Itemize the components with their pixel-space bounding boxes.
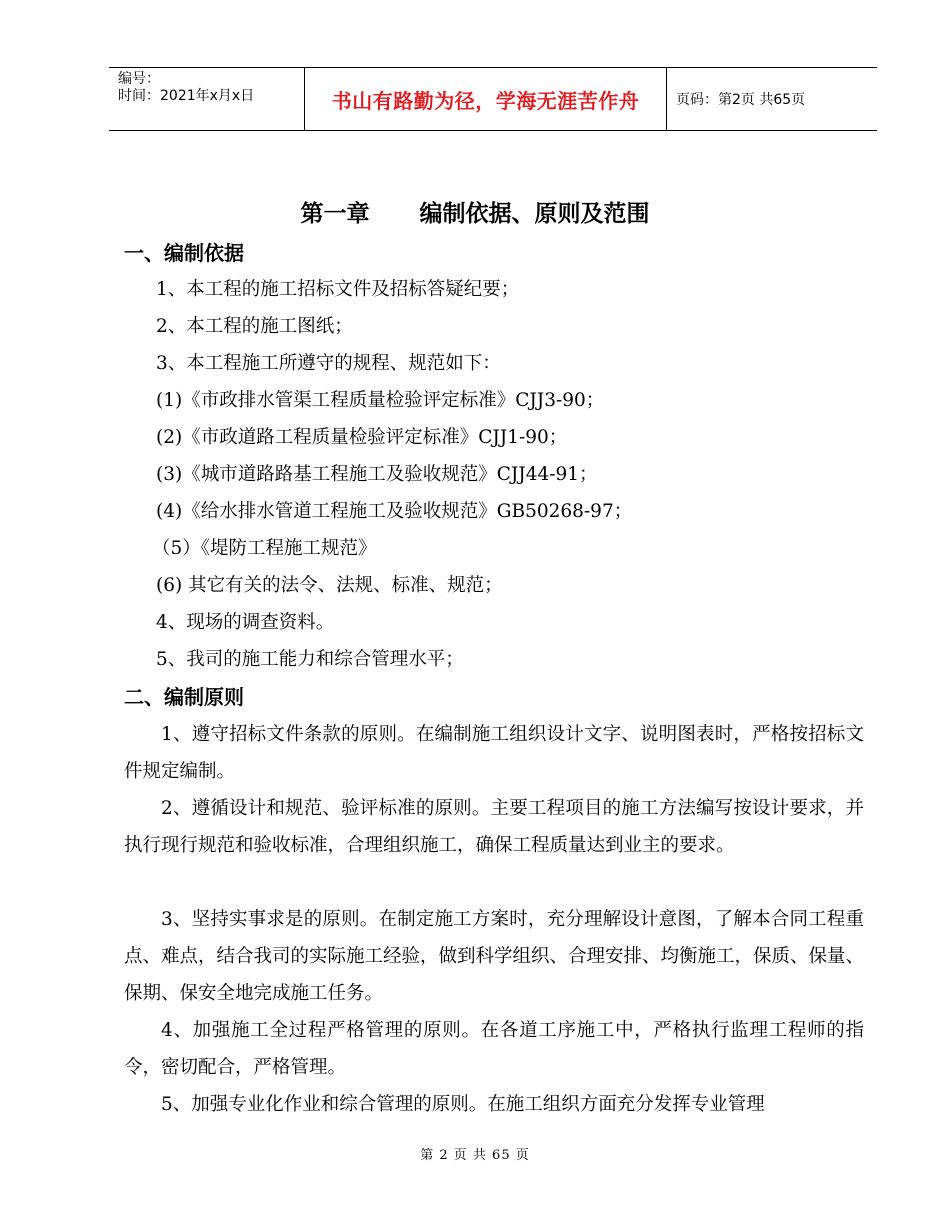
- document-time: 时间：2021年x月x日: [118, 88, 255, 104]
- section-heading-basis: 一、编制依据: [124, 241, 244, 265]
- paragraph: 3、坚持实事求是的原则。在制定施工方案时，充分理解设计意图，了解本合同工程重点、难点，结合我司的实际施工经验，做到科学组织、合理安排、均衡施工，保质、保量、保期、保安全地完成施工任务。: [124, 909, 865, 1004]
- paragraph: 4、加强施工全过程严格管理的原则。在各道工序施工中，严格执行监理工程师的指令，密切配合，严格管理。: [124, 1020, 864, 1078]
- paragraph: 1、遵守招标文件条款的原则。在编制施工组织设计文字、说明图表时，严格按招标文件规定编制。: [124, 724, 864, 782]
- list-item: (3)《城市道路路基工程施工及验收规范》CJJ44-91；: [156, 464, 598, 485]
- chapter-number: 第一章: [300, 201, 370, 227]
- chapter-title: [0, 196, 950, 232]
- list-item: (4)《给水排水管道工程施工及验收规范》GB50268-97；: [156, 501, 633, 522]
- page-header: [109, 67, 877, 131]
- document-number-label: 编号：: [118, 71, 160, 87]
- list-item: 3、本工程施工所遵守的规程、规范如下：: [156, 353, 501, 374]
- paragraph: 5、加强专业化作业和综合管理的原则。在施工组织方面充分发挥专业管理: [161, 1094, 765, 1115]
- list-item: （5）《堤防工程施工规范》: [152, 538, 377, 559]
- list-item: 4、现场的调查资料。: [156, 612, 335, 633]
- chapter-name: 编制依据、原则及范围: [419, 201, 650, 227]
- header-meta: [109, 68, 304, 130]
- header-motto: 书山有路勤为径，学海无涯苦作舟: [304, 68, 667, 130]
- list-item: (1)《市政排水管渠工程质量检验评定标准》CJJ3-90；: [156, 390, 605, 411]
- list-item: (6) 其它有关的法令、法规、标准、规范；: [156, 575, 503, 596]
- header-page-info: 页码：第2页 共65页: [676, 92, 806, 108]
- section-heading-principles: 二、编制原则: [124, 685, 244, 709]
- list-item: 5、我司的施工能力和综合管理水平；: [156, 649, 464, 670]
- list-item: 2、本工程的施工图纸；: [156, 316, 353, 337]
- page-footer: 第 2 页 共 65 页: [420, 1148, 530, 1163]
- paragraph: 2、遵循设计和规范、验评标准的原则。主要工程项目的施工方法编写按设计要求，并执行现行规范和验收标准，合理组织施工，确保工程质量达到业主的要求。: [124, 798, 864, 856]
- list-item: (2)《市政道路工程质量检验评定标准》CJJ1-90；: [156, 427, 568, 448]
- list-item: 1、本工程的施工招标文件及招标答疑纪要；: [156, 279, 520, 300]
